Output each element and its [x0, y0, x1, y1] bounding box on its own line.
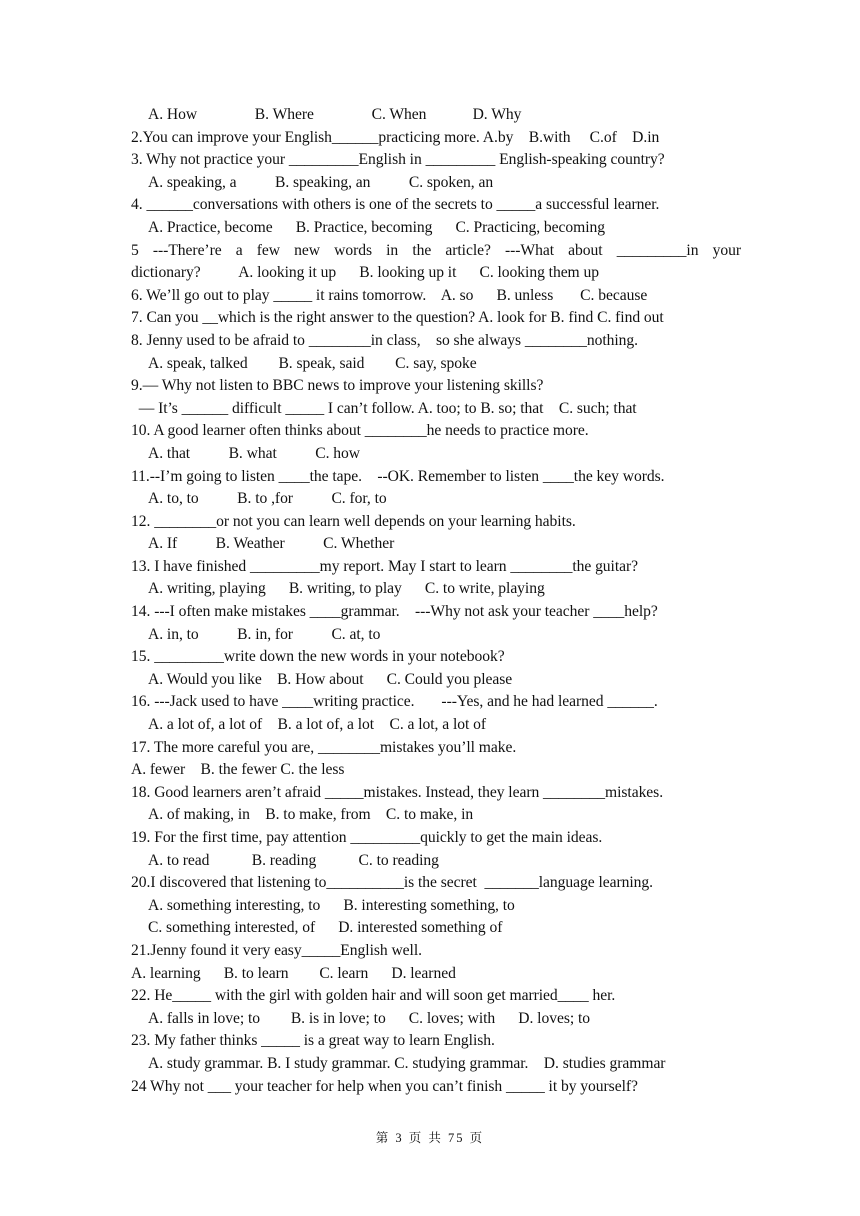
answer-options-line: A. of making, in B. to make, from C. to make, in: [148, 806, 474, 824]
question-text-line: 21.Jenny found it very easy_____English well.: [131, 941, 422, 959]
question-text-line: A. fewer B. the fewer C. the less: [131, 761, 345, 779]
question-text-line: 3. Why not practice your _________English in _________ English-speaking country?: [131, 151, 665, 169]
question-text-line: 10. A good learner often thinks about ________he needs to practice more.: [131, 422, 589, 440]
answer-options-line: A. If B. Weather C. Whether: [148, 535, 395, 553]
question-text-line: 11.--I’m going to listen ____the tape. --OK. Remember to listen ____the key words.: [131, 467, 665, 485]
question-text-line: 24 Why not ___ your teacher for help when you can’t finish _____ it by yourself?: [131, 1077, 638, 1095]
page-footer: 第 3 页 共 75 页: [375, 1131, 485, 1145]
question-text-line: 17. The more careful you are, ________mistakes you’ll make.: [131, 738, 517, 756]
question-list: [131, 104, 741, 1098]
answer-options-line: A. to read B. reading C. to reading: [148, 851, 439, 869]
question-text-line: 8. Jenny used to be afraid to ________in class, so she always ________nothing.: [131, 331, 639, 349]
question-text-line: 20.I discovered that listening to__________is the secret _______language learning.: [131, 874, 654, 892]
answer-options-line: C. something interested, of D. interested something of: [148, 919, 503, 937]
answer-options-line: A. Would you like B. How about C. Could you please: [148, 670, 513, 688]
question-text-line: 13. I have finished _________my report. May I start to learn ________the guitar?: [131, 557, 639, 575]
answer-options-line: A. that B. what C. how: [148, 444, 360, 462]
question-text-line: 14. ---I often make mistakes ____grammar. ---Why not ask your teacher ____help?: [131, 603, 658, 621]
question-text-line: 18. Good learners aren’t afraid _____mistakes. Instead, they learn ________mistakes.: [131, 783, 664, 801]
question-text-line: 22. He_____ with the girl with golden hair and will soon get married____ her.: [131, 987, 616, 1005]
question-text-line: 16. ---Jack used to have ____writing practice. ---Yes, and he had learned ______.: [131, 693, 658, 711]
question-text-line: 7. Can you __which is the right answer to the question? A. look for B. find C. find out: [131, 309, 664, 327]
question-text-line: 4. ______conversations with others is one of the secrets to _____a successful learner.: [131, 196, 660, 214]
question-text-line: 23. My father thinks _____ is a great way to learn English.: [131, 1032, 495, 1050]
question-text-line: 5 ---There’re a few new words in the article? ---What about _________in your: [131, 241, 741, 259]
answer-options-line: A. speaking, a B. speaking, an C. spoken, an: [148, 173, 494, 191]
question-text-line: A. learning B. to learn C. learn D. learned: [131, 964, 456, 982]
answer-options-line: A. study grammar. B. I study grammar. C. studying grammar. D. studies grammar: [148, 1054, 666, 1072]
answer-options-line: A. in, to B. in, for C. at, to: [148, 625, 381, 643]
question-text-line: 9.— Why not listen to BBC news to improve your listening skills?: [131, 377, 544, 395]
question-text-line: 15. _________write down the new words in your notebook?: [131, 648, 505, 666]
answer-options-line: A. writing, playing B. writing, to play C. to write, playing: [148, 580, 545, 598]
question-text-line: 6. We’ll go out to play _____ it rains tomorrow. A. so B. unless C. because: [131, 286, 648, 304]
answer-options-line: A. something interesting, to B. interesting something, to: [148, 896, 515, 914]
answer-options-line: A. falls in love; to B. is in love; to C. loves; with D. loves; to: [148, 1009, 590, 1027]
question-text-line: 2.You can improve your English______practicing more. A.by B.with C.of D.in: [131, 128, 660, 146]
question-text-line: dictionary? A. looking it up B. looking up it C. looking them up: [131, 264, 599, 282]
question-text-line: 12. ________or not you can learn well depends on your learning habits.: [131, 512, 576, 530]
answer-options-line: A. How B. Where C. When D. Why: [148, 106, 522, 123]
answer-options-line: A. to, to B. to ,for C. for, to: [148, 490, 387, 508]
answer-options-line: A. a lot of, a lot of B. a lot of, a lot C. a lot, a lot of: [148, 716, 487, 734]
question-text-line: — It’s ______ difficult _____ I can’t follow. A. too; to B. so; that C. such; that: [131, 399, 637, 417]
answer-options-line: A. Practice, become B. Practice, becoming C. Practicing, becoming: [148, 218, 605, 236]
answer-options-line: A. speak, talked B. speak, said C. say, spoke: [148, 354, 477, 372]
question-text-line: 19. For the first time, pay attention _________quickly to get the main ideas.: [131, 829, 603, 846]
